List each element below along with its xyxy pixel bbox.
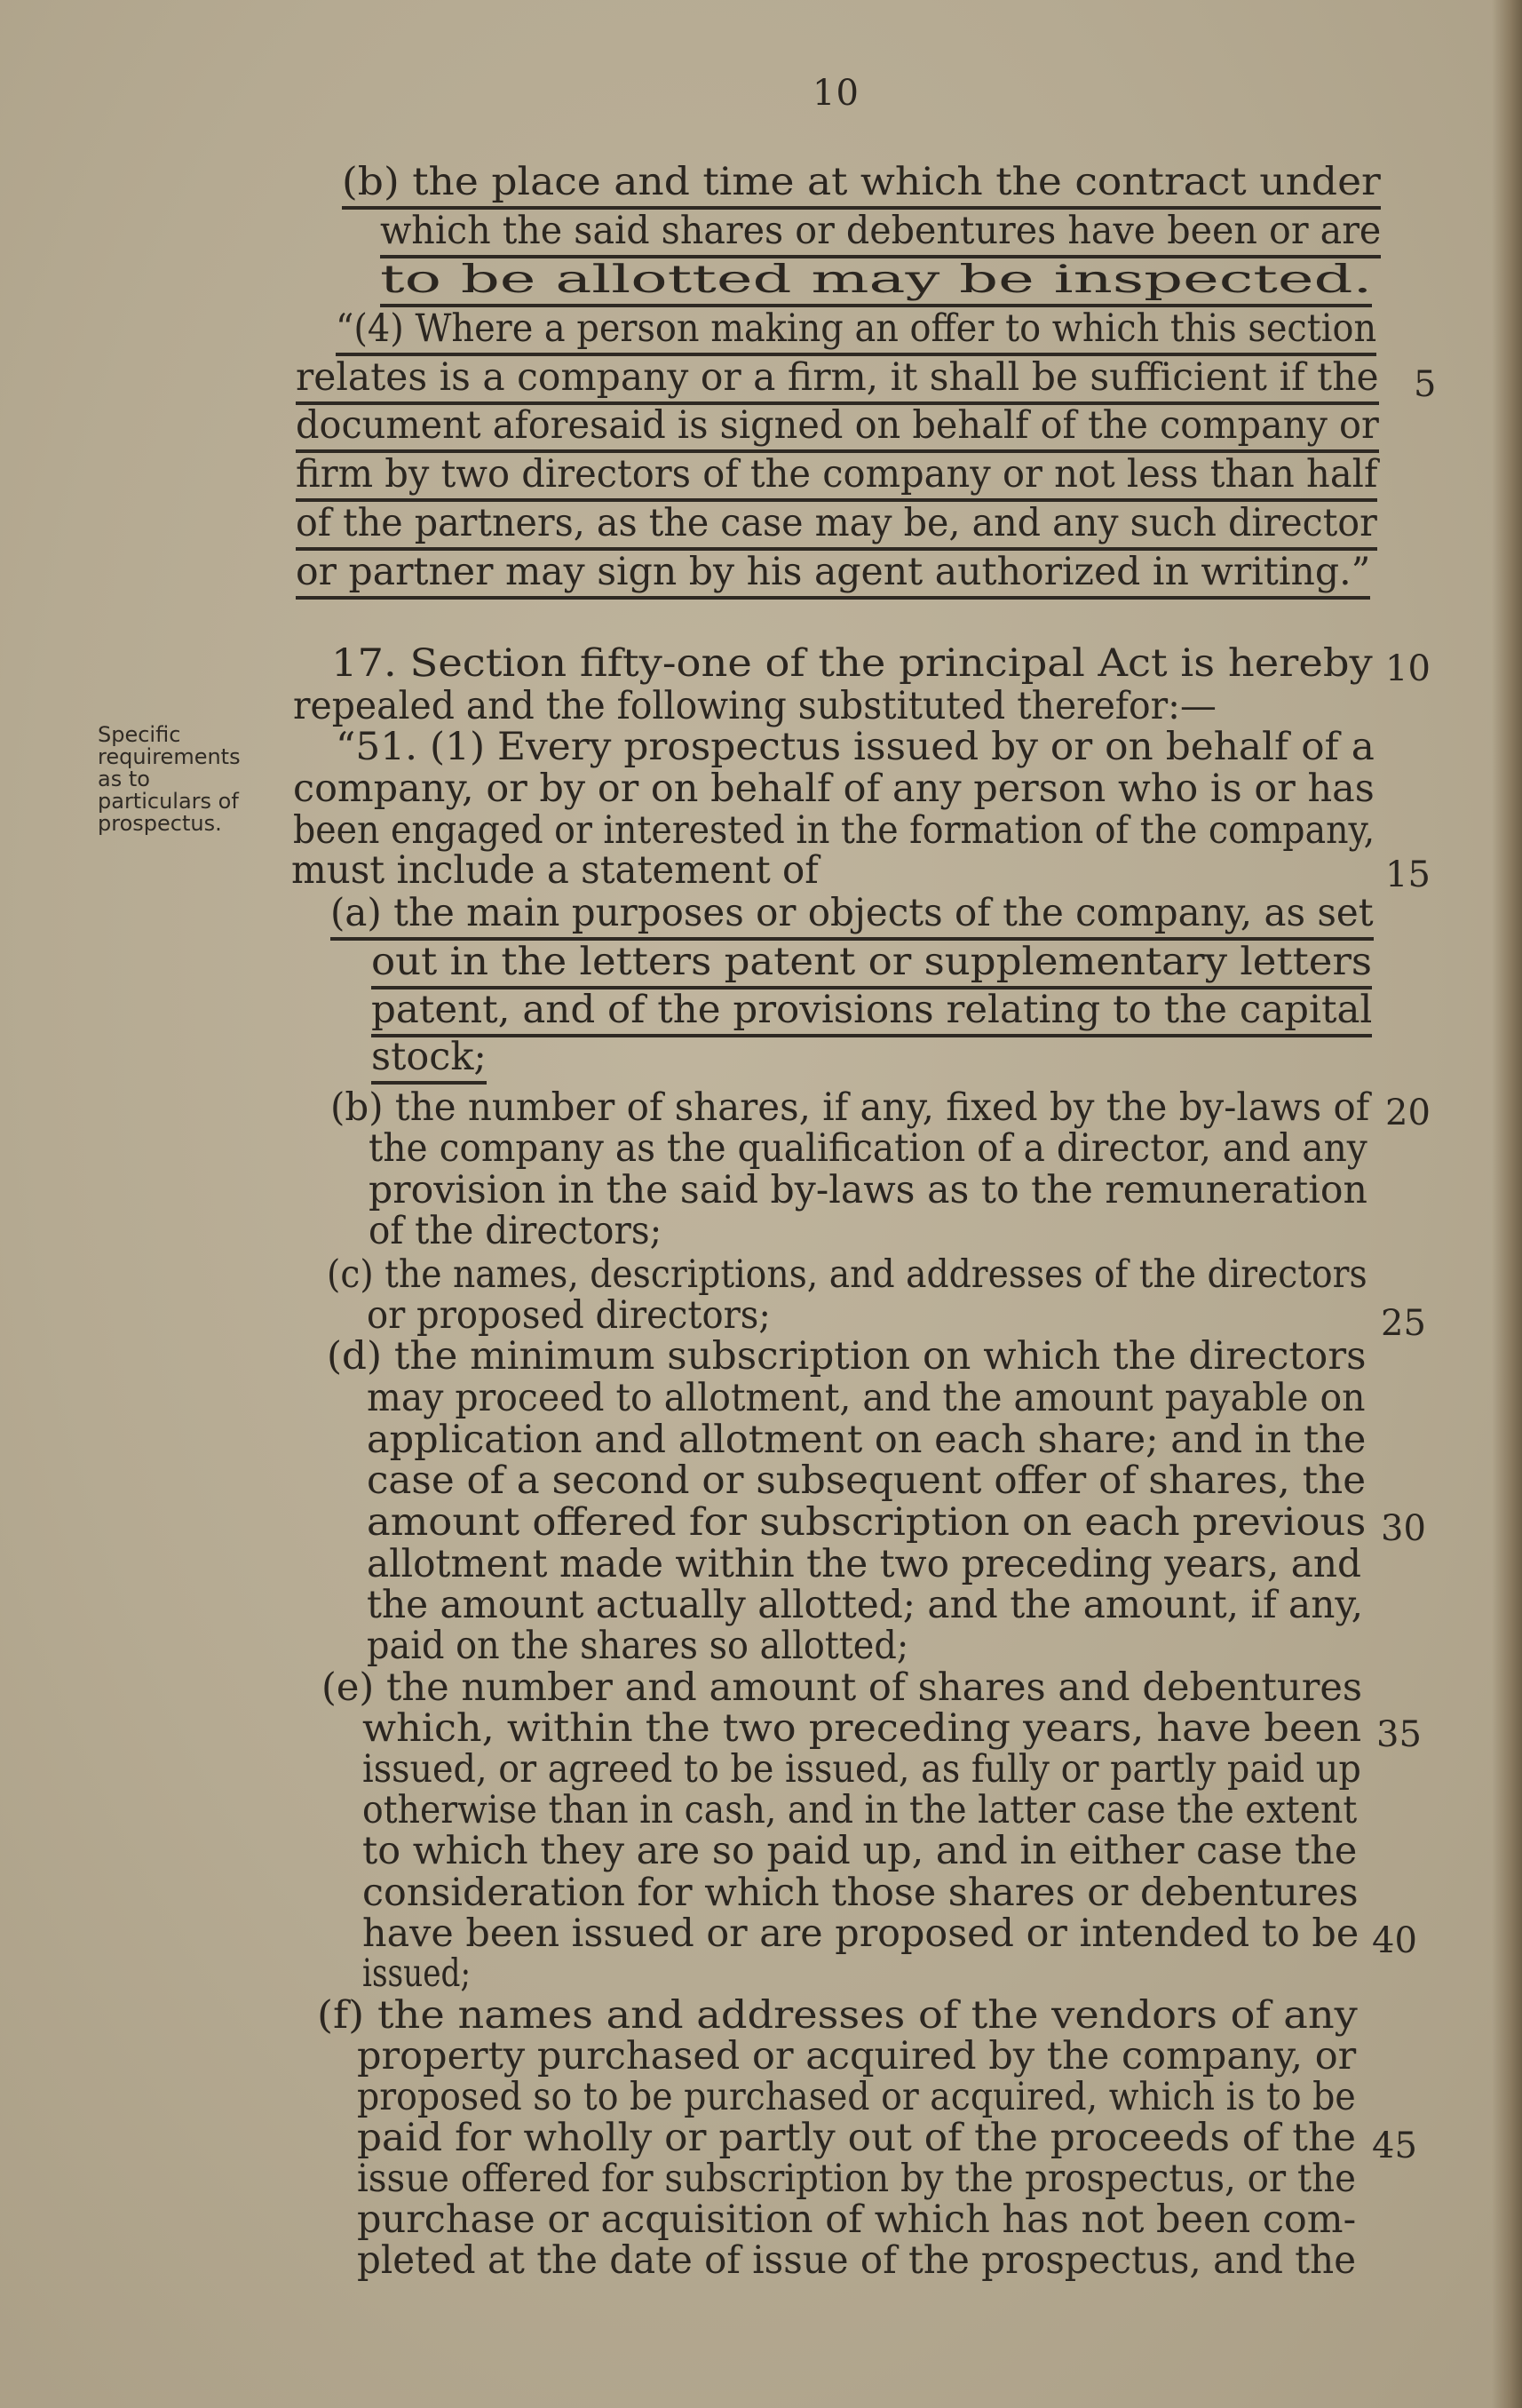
text-line: otherwise than in cash, and in the latter case the extent	[362, 1788, 1358, 1832]
text-line: document aforesaid is signed on behalf of the company or	[296, 403, 1379, 453]
text-line: (f) the names and addresses of the vendors of any	[317, 1993, 1358, 2038]
text-line: have been issued or are proposed or intended to be	[362, 1911, 1359, 1956]
text-line: consideration for which those shares or debentures	[362, 1871, 1359, 1915]
line-number: 45	[1372, 2126, 1417, 2166]
text-line: 17. Section fifty-one of the principal Act is hereby	[331, 641, 1373, 686]
text-line: provision in the said by-laws as to the remuneration	[369, 1168, 1367, 1212]
line-number: 10	[1385, 648, 1431, 689]
text-line: may proceed to allotment, and the amount payable on	[367, 1376, 1366, 1420]
text-line: (c) the names, descriptions, and addresses of the directors	[327, 1252, 1367, 1297]
text-line: firm by two directors of the company or not less than half	[296, 452, 1377, 502]
text-line: case of a second or subsequent offer of shares, the	[367, 1458, 1367, 1503]
marginal-note-line: requirements	[98, 744, 241, 769]
text-line: to which they are so paid up, and in either case the	[362, 1829, 1358, 1873]
text-line: the amount actually allotted; and the amount, if any,	[367, 1583, 1364, 1627]
text-line: issued, or agreed to be issued, as fully or partly paid up	[362, 1747, 1361, 1792]
text-line: application and allotment on each share; and in the	[367, 1418, 1367, 1462]
line-number: 35	[1376, 1714, 1422, 1755]
text-line: paid for wholly or partly out of the proceeds of the	[357, 2116, 1357, 2160]
text-line: relates is a company or a firm, it shall be sufficient if the	[296, 355, 1379, 405]
text-line: “(4) Where a person making an offer to which this section	[336, 306, 1376, 356]
text-line: “51. (1) Every prospectus issued by or on behalf of a	[336, 725, 1375, 769]
line-number: 5	[1414, 364, 1437, 405]
text-line: pleted at the date of issue of the prospectus, and the	[357, 2238, 1357, 2283]
line-number: 20	[1385, 1093, 1431, 1133]
text-line: patent, and of the provisions relating to the capital	[371, 988, 1372, 1037]
text-line: which, within the two preceding years, have been	[362, 1706, 1362, 1751]
marginal-note-line: as to	[98, 767, 150, 791]
text-line: amount offered for subscription on each previous	[367, 1500, 1367, 1545]
text-line: or partner may sign by his agent authorized in writing.”	[296, 550, 1370, 600]
marginal-note	[98, 724, 275, 835]
marginal-note-line: Specific	[98, 722, 181, 747]
text-line: proposed so to be purchased or acquired, which is to be	[357, 2075, 1356, 2119]
marginal-note-line: particulars of	[98, 789, 239, 814]
line-number: 15	[1385, 854, 1431, 895]
text-line: (a) the main purposes or objects of the company, as set	[330, 891, 1374, 941]
text-line: must include a statement of	[291, 848, 819, 893]
text-line: of the directors;	[369, 1209, 662, 1253]
text-line: been engaged or interested in the formation of the company,	[293, 808, 1375, 853]
text-line: the company as the qualification of a director, and any	[369, 1126, 1367, 1171]
text-line: issued;	[362, 1951, 472, 1996]
text-line: which the said shares or debentures have been or are	[380, 209, 1381, 258]
text-line: out in the letters patent or supplementary letters	[371, 940, 1372, 989]
text-line: issue offered for subscription by the prospectus, or the	[357, 2157, 1356, 2201]
text-line: stock;	[371, 1035, 487, 1085]
line-number: 30	[1381, 1508, 1426, 1549]
text-line: repealed and the following substituted therefor:—	[293, 684, 1217, 728]
text-line: (b) the number of shares, if any, fixed by the by-laws of	[330, 1085, 1370, 1130]
line-number: 25	[1381, 1303, 1426, 1344]
text-line: or proposed directors;	[367, 1293, 771, 1338]
text-line: paid on the shares so allotted;	[367, 1624, 909, 1668]
text-line: company, or by or on behalf of any person who is or has	[293, 767, 1375, 811]
text-line: allotment made within the two preceding years, and	[367, 1542, 1362, 1586]
marginal-note-line: prospectus.	[98, 811, 222, 836]
text-line: of the partners, as the case may be, and any such director	[296, 501, 1377, 551]
text-line: (b) the place and time at which the contract under	[342, 160, 1381, 210]
text-line: purchase or acquisition of which has not been com-	[357, 2197, 1357, 2242]
page-number: 10	[813, 73, 860, 114]
text-line: to be allotted may be inspected.	[380, 258, 1372, 307]
text-line: property purchased or acquired by the company, or	[357, 2034, 1357, 2078]
line-number: 40	[1372, 1920, 1417, 1961]
text-line: (d) the minimum subscription on which the directors	[327, 1334, 1367, 1379]
text-line: (e) the number and amount of shares and debentures	[321, 1665, 1363, 1710]
